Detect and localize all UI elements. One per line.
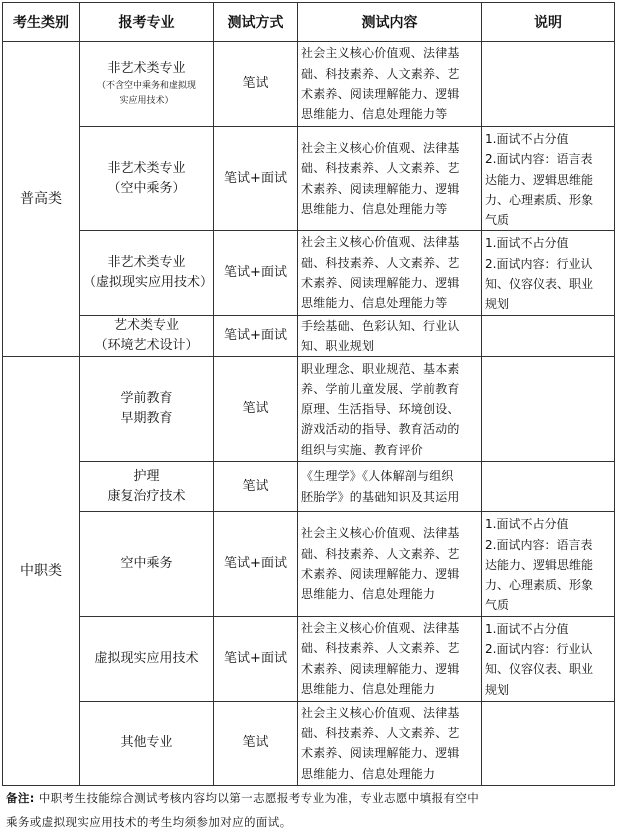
content-cell (298, 616, 482, 701)
content-line: 术素养、阅读理解能力、逻辑 (301, 181, 460, 196)
content-line: 手绘基础、色彩认知、行业认 (301, 318, 460, 333)
content-cell (298, 462, 482, 512)
note-line: 1.面试不占分值 (485, 236, 569, 251)
content-line: 社会主义核心价值观、法律基 (301, 141, 460, 156)
content-line: 知、职业规划 (301, 338, 375, 353)
table-row (3, 616, 615, 701)
content-line: 职业理念、职业规范、基本素 (301, 361, 460, 376)
note-line: 力、心理素质、形象 (485, 578, 594, 593)
content-line: 原理、生活指导、环境创设、 (301, 402, 460, 417)
table-row (3, 701, 615, 785)
content-cell (298, 512, 482, 616)
note-cell (482, 127, 615, 231)
header-note: 说明 (482, 3, 615, 42)
major-cell (80, 512, 214, 616)
note-line: 规划 (485, 297, 510, 312)
method-cell: 笔试+面试 (214, 127, 298, 231)
major-line: （虚拟现实应用技术） (83, 275, 214, 291)
note-line: 2.面试内容：语言表 (485, 152, 593, 167)
major-note-line: 实应用技术） (119, 96, 174, 106)
footer-label: 备注: (6, 791, 35, 805)
exam-requirements-table (2, 2, 615, 786)
major-cell (80, 127, 214, 231)
method-cell: 笔试+面试 (214, 616, 298, 701)
category-cell: 中职类 (3, 357, 80, 785)
note-line: 1.面试不占分值 (485, 132, 569, 146)
content-line: 思维能力、信息处理能力 (301, 766, 436, 781)
content-line: 础、科技素养、人文素养、艺 (301, 66, 460, 81)
content-cell (298, 315, 482, 357)
table-row (3, 462, 615, 512)
major-line: 非艺术类专业 (107, 61, 186, 76)
content-line: 术素养、阅读理解能力、逻辑 (301, 661, 460, 676)
table-body (3, 42, 615, 786)
major-cell (80, 357, 214, 462)
major-cell (80, 42, 214, 127)
major-cell (80, 616, 214, 701)
content-line: 组织与实施、教育评价 (301, 442, 424, 457)
note-line: 气质 (485, 598, 510, 613)
major-note-line: （不含空中乘务和虚拟现 (96, 81, 196, 91)
content-line: 思维能力、信息处理能力等 (301, 296, 448, 311)
major-line: 早期教育 (120, 411, 173, 427)
content-line: 养、学前儿童发展、学前教育 (301, 381, 460, 396)
major-cell (80, 462, 214, 512)
table-row (3, 357, 615, 462)
note-cell (482, 462, 615, 512)
table-row (3, 42, 615, 127)
note-line: 气质 (485, 213, 510, 228)
method-cell: 笔试+面试 (214, 231, 298, 315)
content-line: 社会主义核心价值观、法律基 (301, 705, 460, 720)
header-major: 报考专业 (80, 3, 214, 42)
note-line: 1.面试不占分值 (485, 621, 569, 636)
major-line: 非艺术类专业 (107, 255, 186, 271)
note-line: 2.面试内容：行业认 (485, 256, 593, 271)
major-line: 空中乘务 (120, 556, 173, 571)
content-line: 思维能力、信息处理能力 (301, 682, 436, 697)
major-cell (80, 315, 214, 357)
major-line: 虚拟现实应用技术 (94, 650, 199, 666)
method-cell: 笔试 (214, 42, 298, 127)
header-category: 考生类别 (3, 3, 80, 42)
content-line: 础、科技素养、人文素养、艺 (301, 161, 460, 176)
method-cell: 笔试+面试 (214, 512, 298, 616)
major-line: 非艺术类专业 (107, 160, 186, 176)
table-header-row (3, 3, 615, 42)
content-cell (298, 357, 482, 462)
content-line: 社会主义核心价值观、法律基 (301, 46, 460, 61)
content-line: 础、科技素养、人文素养、艺 (301, 641, 460, 656)
footer-line-1: 中职考生技能综合测试考核内容均以第一志愿报考专业为准，专业志愿中填报有空中 (34, 791, 480, 805)
method-cell: 笔试 (214, 357, 298, 462)
note-line: 达能力、逻辑思维能 (485, 557, 594, 572)
major-cell (80, 701, 214, 785)
content-line: 社会主义核心价值观、法律基 (301, 621, 460, 636)
major-cell (80, 231, 214, 315)
content-line: 社会主义核心价值观、法律基 (301, 235, 460, 250)
note-cell (482, 42, 615, 127)
note-cell (482, 231, 615, 315)
header-content: 测试内容 (298, 3, 482, 42)
note-cell (482, 616, 615, 701)
method-cell: 笔试 (214, 462, 298, 512)
content-line: 社会主义核心价值观、法律基 (301, 526, 460, 541)
content-line: 胚胎学》的基础知识及其运用 (301, 489, 460, 504)
content-line: 术素养、阅读理解能力、逻辑 (301, 87, 460, 101)
content-line: 游戏活动的指导、教育活动的 (301, 422, 460, 437)
major-line: 其他专业 (120, 735, 173, 751)
table-row (3, 512, 615, 616)
method-cell: 笔试+面试 (214, 315, 298, 357)
note-line: 2.面试内容：行业认 (485, 642, 593, 657)
header-method: 测试方式 (214, 3, 298, 42)
content-line: 础、科技素养、人文素养、艺 (301, 725, 460, 740)
major-line: （环境艺术设计） (94, 337, 199, 353)
content-line: 思维能力、信息处理能力等 (301, 107, 448, 122)
note-line: 力、心理素质、形象 (485, 192, 594, 207)
method-cell: 笔试 (214, 701, 298, 785)
content-cell (298, 42, 482, 127)
note-cell (482, 357, 615, 462)
content-line: 思维能力、信息处理能力等 (301, 202, 448, 217)
major-line: 护理 (133, 468, 160, 484)
content-cell (298, 127, 482, 231)
major-line: 康复治疗技术 (107, 488, 186, 504)
note-line: 知、仪容仪表、职业 (485, 277, 594, 292)
table-row (3, 231, 615, 315)
note-line: 2.面试内容：语言表 (485, 537, 593, 552)
content-cell (298, 231, 482, 315)
content-line: 术素养、阅读理解能力、逻辑 (301, 746, 460, 761)
content-line: 术素养、阅读理解能力、逻辑 (301, 276, 460, 291)
note-line: 知、仪容仪表、职业 (485, 662, 594, 677)
content-line: 思维能力、信息处理能力 (301, 587, 436, 602)
table-row (3, 127, 615, 231)
category-cell: 普高类 (3, 42, 80, 357)
major-line: 学前教育 (120, 391, 173, 407)
note-cell (482, 315, 615, 357)
content-line: 术素养、阅读理解能力、逻辑 (301, 567, 460, 581)
note-cell (482, 512, 615, 616)
content-line: 础、科技素养、人文素养、艺 (301, 255, 460, 270)
table-row (3, 315, 615, 357)
note-line: 达能力、逻辑思维能 (485, 172, 594, 187)
footer-note (6, 786, 612, 834)
content-cell (298, 701, 482, 785)
note-line: 1.面试不占分值 (485, 517, 569, 532)
note-line: 规划 (485, 682, 510, 697)
content-line: 础、科技素养、人文素养、艺 (301, 546, 460, 561)
major-line: （空中乘务） (107, 180, 186, 196)
content-line: 《生理学》《人体解剖与组织 (301, 469, 454, 484)
major-line: 艺术类专业 (113, 317, 179, 333)
note-cell (482, 701, 615, 785)
footer-line-2: 乘务或虚拟现实应用技术的考生均须参加对应的面试。 (6, 815, 292, 829)
